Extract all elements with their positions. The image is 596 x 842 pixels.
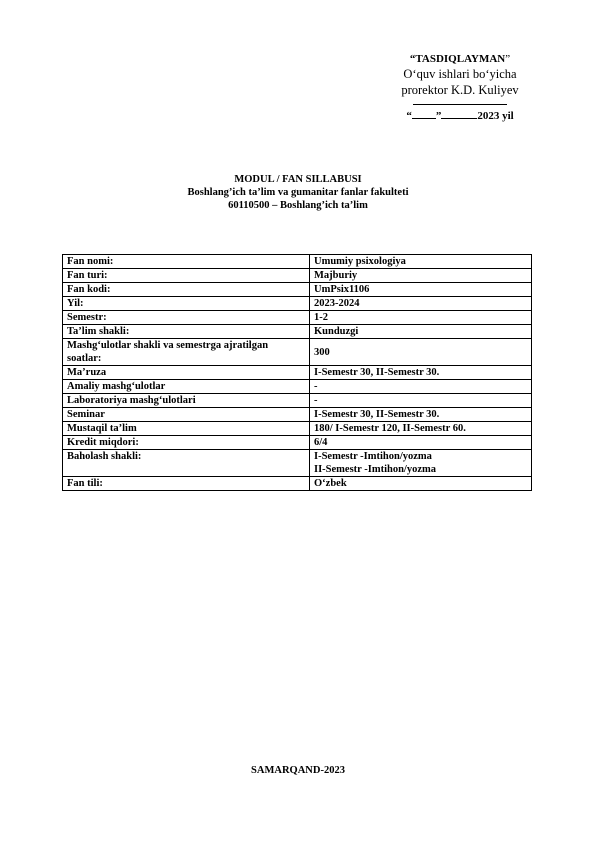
syllabus-heading bbox=[0, 173, 596, 212]
table-row bbox=[63, 255, 532, 269]
row-value: 2023-2024 bbox=[310, 297, 532, 311]
row-value: I-Semestr 30, II-Semestr 30. bbox=[310, 408, 532, 422]
row-key: Fan kodi: bbox=[63, 283, 310, 297]
row-value bbox=[310, 450, 532, 477]
row-key: Mustaqil ta’lim bbox=[63, 422, 310, 436]
table-row bbox=[63, 436, 532, 450]
approval-line-2: prorektor K.D. Kuliyev bbox=[401, 83, 519, 97]
row-value: 6/4 bbox=[310, 436, 532, 450]
table-row bbox=[63, 380, 532, 394]
approval-title-close: ” bbox=[505, 53, 511, 65]
row-value: I-Semestr 30, II-Semestr 30. bbox=[310, 366, 532, 380]
row-key: Ma’ruza bbox=[63, 366, 310, 380]
row-value: 180/ I-Semestr 120, II-Semestr 60. bbox=[310, 422, 532, 436]
row-value: 300 bbox=[310, 339, 532, 366]
date-day-blank bbox=[412, 109, 436, 119]
table-row bbox=[63, 297, 532, 311]
approval-block bbox=[380, 52, 540, 123]
row-value: 1-2 bbox=[310, 311, 532, 325]
date-month-blank bbox=[441, 109, 477, 119]
table-row bbox=[63, 408, 532, 422]
row-key: Kredit miqdori: bbox=[63, 436, 310, 450]
row-value-line-2: II-Semestr -Imtihon/yozma bbox=[314, 464, 437, 475]
row-key: Ta’lim shakli: bbox=[63, 325, 310, 339]
row-key: Seminar bbox=[63, 408, 310, 422]
table-row bbox=[63, 339, 532, 366]
table-row bbox=[63, 325, 532, 339]
row-value: Umumiy psixologiya bbox=[310, 255, 532, 269]
heading-title: MODUL / FAN SILLABUSI bbox=[234, 174, 362, 185]
row-value: - bbox=[310, 394, 532, 408]
row-value: Majburiy bbox=[310, 269, 532, 283]
table-row bbox=[63, 422, 532, 436]
row-key: Fan tili: bbox=[63, 477, 310, 491]
row-key: Semestr: bbox=[63, 311, 310, 325]
approval-title bbox=[380, 52, 540, 66]
date-year: 2023 yil bbox=[477, 110, 514, 122]
table-row bbox=[63, 450, 532, 477]
heading-program: 60110500 – Boshlang’ich ta’lim bbox=[228, 200, 368, 211]
approval-line-1: O‘quv ishlari bo‘yicha bbox=[403, 67, 517, 81]
row-key: Yil: bbox=[63, 297, 310, 311]
row-key: Amaliy mashg‘ulotlar bbox=[63, 380, 310, 394]
row-value: Kunduzgi bbox=[310, 325, 532, 339]
table-row bbox=[63, 366, 532, 380]
row-key: Laboratoriya mashg‘ulotlari bbox=[63, 394, 310, 408]
course-info-table bbox=[62, 254, 532, 491]
row-value: - bbox=[310, 380, 532, 394]
table-row bbox=[63, 477, 532, 491]
table-row bbox=[63, 269, 532, 283]
row-value: UmPsix1106 bbox=[310, 283, 532, 297]
table-row bbox=[63, 283, 532, 297]
heading-faculty: Boshlang’ich ta’lim va gumanitar fanlar fakulteti bbox=[187, 187, 409, 198]
table-row bbox=[63, 394, 532, 408]
approval-date bbox=[380, 109, 540, 123]
row-key: Baholash shakli: bbox=[63, 450, 310, 477]
row-value: O‘zbek bbox=[310, 477, 532, 491]
row-key: Fan turi: bbox=[63, 269, 310, 283]
date-close-quote: ” bbox=[435, 110, 442, 122]
date-open-quote: “ bbox=[406, 110, 412, 122]
signature-line bbox=[413, 104, 507, 105]
row-key: Fan nomi: bbox=[63, 255, 310, 269]
table-row bbox=[63, 311, 532, 325]
approval-title-text: “TASDIQLAYMAN bbox=[409, 53, 506, 65]
footer-city-year: SAMARQAND-2023 bbox=[251, 765, 345, 776]
row-value-line-1: I-Semestr -Imtihon/yozma bbox=[314, 451, 432, 462]
row-key: Mashg‘ulotlar shakli va semestrga ajratilgan soatlar: bbox=[63, 339, 310, 366]
